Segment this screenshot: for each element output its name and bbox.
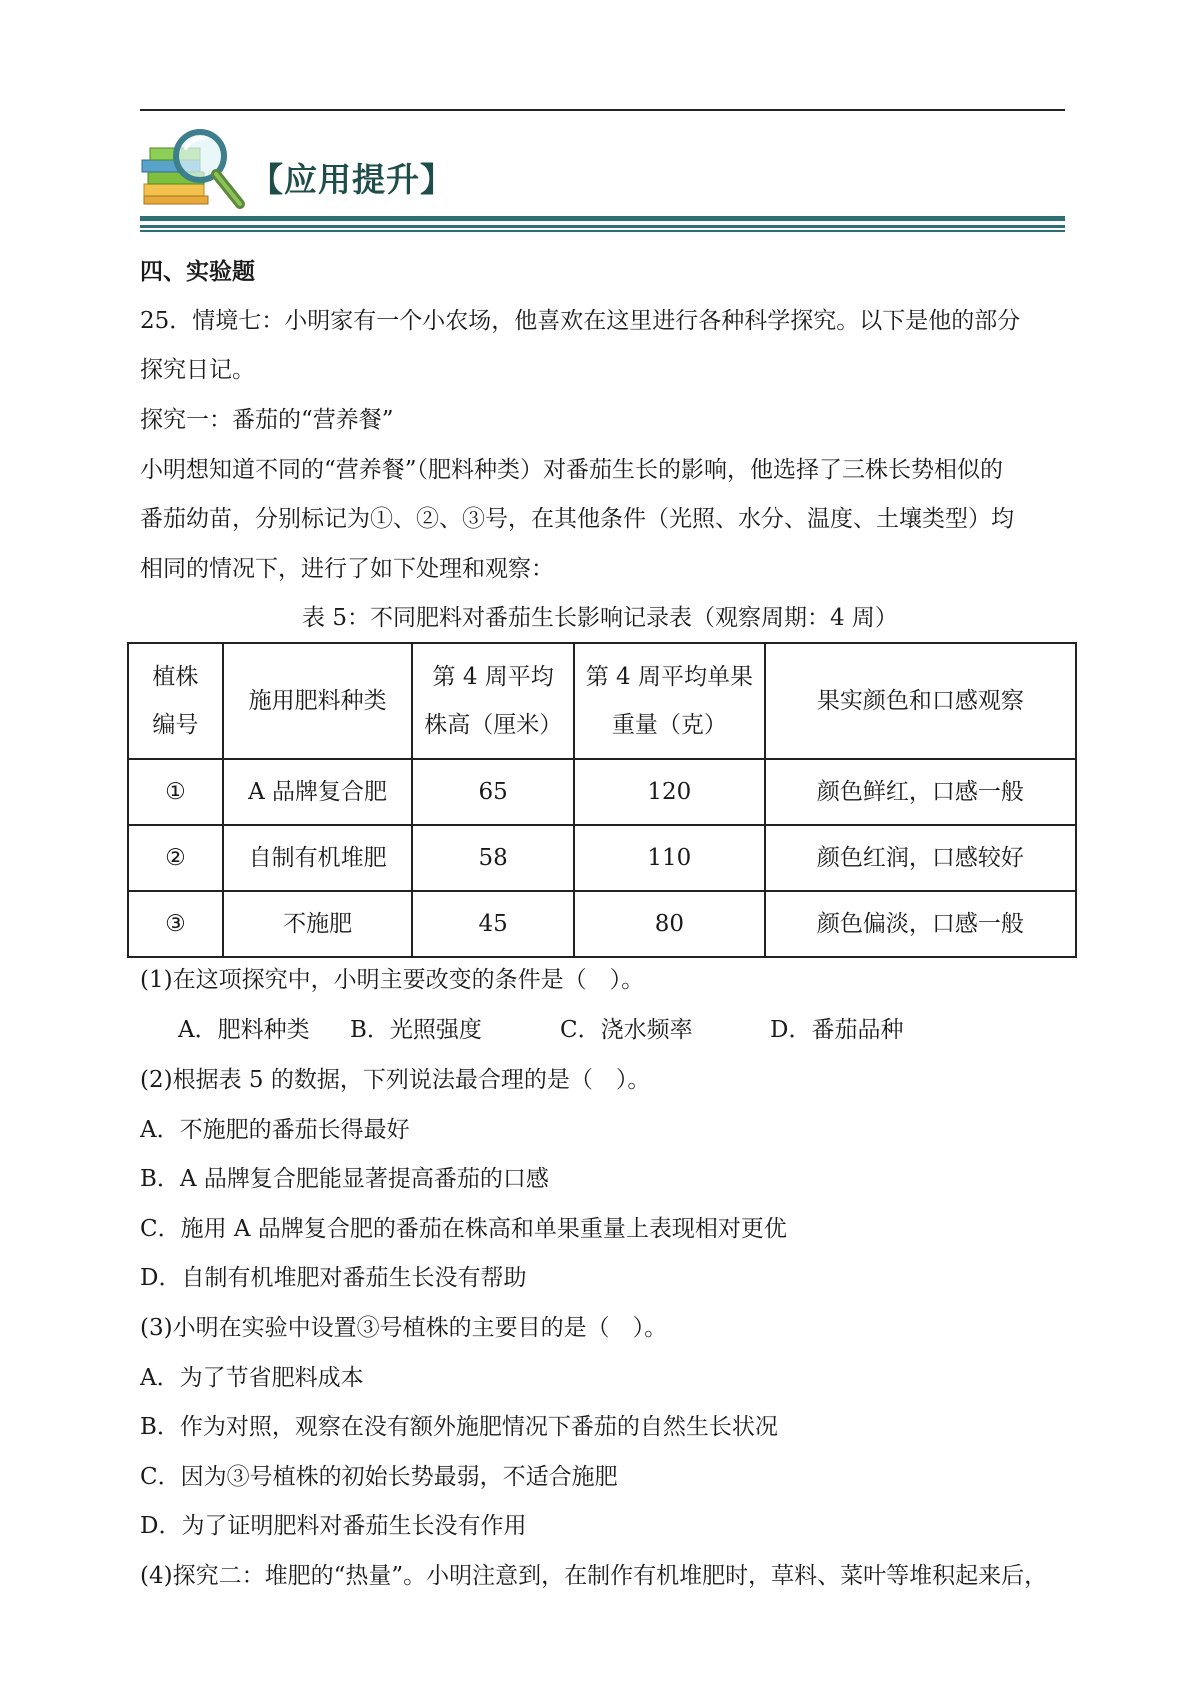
table-header: 果实颜色和口感观察: [765, 643, 1076, 759]
record-table: [127, 642, 1077, 958]
table-cell: 110: [574, 825, 765, 891]
q2-option: A．不施肥的番茄长得最好: [140, 1117, 410, 1143]
table-header: 第 4 周平均单果 重量（克）: [574, 643, 765, 759]
q2-option: C．施用 A 品牌复合肥的番茄在株高和单果重量上表现相对更优: [140, 1216, 787, 1242]
banner-stripe: [140, 230, 1065, 232]
question-paragraph-line: 小明想知道不同的“营养餐”（肥料种类）对番茄生长的影响，他选择了三株长势相似的: [140, 457, 1004, 483]
top-rule: [140, 109, 1065, 111]
section-banner: [140, 126, 1065, 234]
table-cell: 颜色红润，口感较好: [765, 825, 1076, 891]
table-cell: A 品牌复合肥: [223, 759, 413, 825]
table-cell: ②: [128, 825, 223, 891]
question-intro-line: 探究日记。: [140, 357, 255, 383]
table-cell: 自制有机堆肥: [223, 825, 413, 891]
question-paragraph-line: 番茄幼苗，分别标记为①、②、③号，在其他条件（光照、水分、温度、土壤类型）均: [140, 506, 1014, 532]
table-cell: ③: [128, 891, 223, 957]
magnifier-books-icon: [140, 126, 250, 218]
banner-title: 【应用提升】: [250, 160, 454, 199]
table-row: [128, 891, 1076, 957]
q1-stem: (1)在这项探究中，小明主要改变的条件是（ ）。: [140, 967, 645, 993]
table-row: [128, 825, 1076, 891]
q1-option: B．光照强度: [350, 1017, 482, 1043]
q1-option: A．肥料种类: [178, 1017, 310, 1043]
question-paragraph-line: 相同的情况下，进行了如下处理和观察：: [140, 556, 554, 582]
table-header-row: [128, 643, 1076, 759]
q1-option: C．浇水频率: [560, 1017, 693, 1043]
table-cell: 120: [574, 759, 765, 825]
table-header: 施用肥料种类: [223, 643, 413, 759]
explore-title: 探究一：番茄的“营养餐”: [140, 407, 394, 433]
q3-option: D．为了证明肥料对番茄生长没有作用: [140, 1513, 527, 1539]
q3-stem: (3)小明在实验中设置③号植株的主要目的是（ ）。: [140, 1315, 668, 1341]
section-heading: 四、实验题: [140, 258, 255, 285]
table-cell: 58: [412, 825, 574, 891]
q4-stem: (4)探究二：堆肥的“热量”。小明注意到，在制作有机堆肥时，草料、菜叶等堆积起来后，: [140, 1563, 1048, 1589]
table-cell: ①: [128, 759, 223, 825]
table-cell: 颜色偏淡，口感一般: [765, 891, 1076, 957]
q3-option: A．为了节省肥料成本: [140, 1365, 364, 1391]
table-cell: 不施肥: [223, 891, 413, 957]
q2-stem: (2)根据表 5 的数据，下列说法最合理的是（ ）。: [140, 1067, 651, 1093]
q2-option: B．A 品牌复合肥能显著提高番茄的口感: [140, 1166, 549, 1192]
table-header: 植株 编号: [128, 643, 223, 759]
banner-stripe: [140, 216, 1065, 221]
table-cell: 45: [412, 891, 574, 957]
table-header: 第 4 周平均 株高（厘米）: [412, 643, 574, 759]
table-cell: 65: [412, 759, 574, 825]
banner-stripe: [140, 225, 1065, 228]
q3-option: C．因为③号植株的初始长势最弱，不适合施肥: [140, 1464, 618, 1490]
table-cell: 80: [574, 891, 765, 957]
q3-option: B．作为对照，观察在没有额外施肥情况下番茄的自然生长状况: [140, 1414, 778, 1440]
q1-option: D．番茄品种: [770, 1017, 904, 1043]
table-row: [128, 759, 1076, 825]
question-intro-line: 25．情境七：小明家有一个小农场，他喜欢在这里进行各种科学探究。以下是他的部分: [140, 308, 1021, 334]
q2-option: D．自制有机堆肥对番茄生长没有帮助: [140, 1265, 527, 1291]
table-cell: 颜色鲜红，口感一般: [765, 759, 1076, 825]
table-caption: 表 5：不同肥料对番茄生长影响记录表（观察周期：4 周）: [302, 605, 898, 631]
